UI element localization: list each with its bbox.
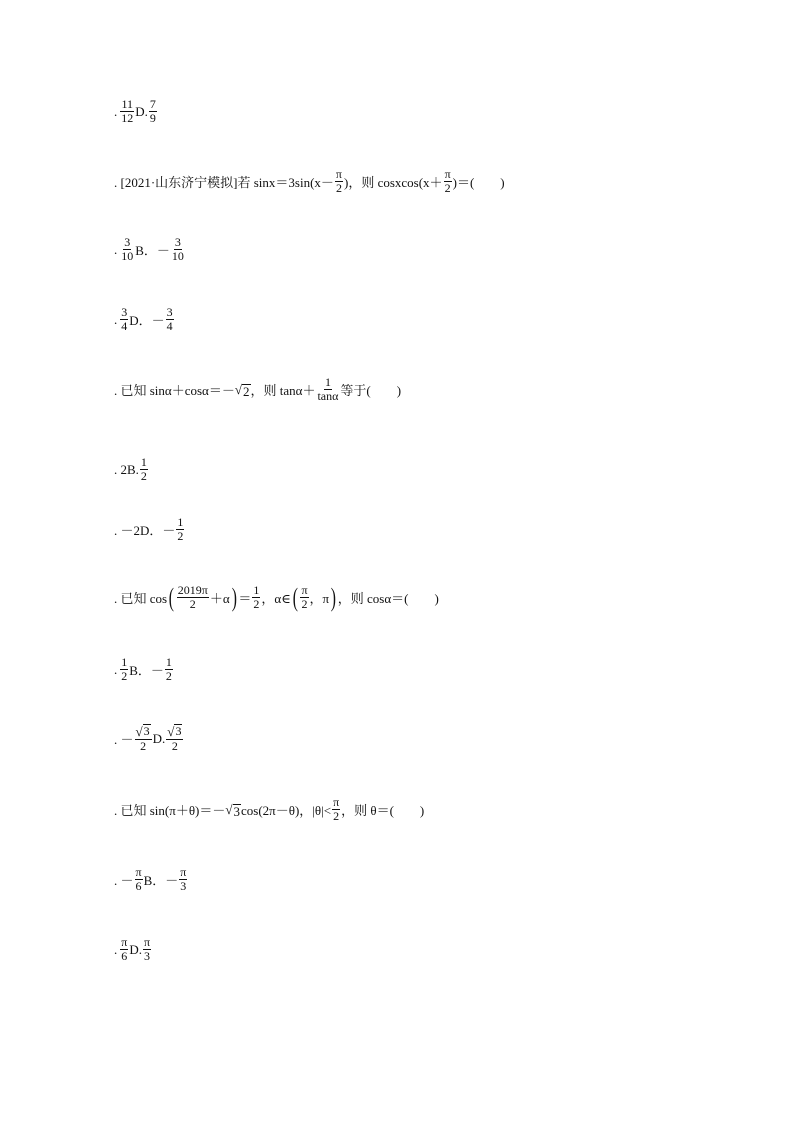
fraction: $\frac{3}{10}$	[121, 235, 134, 263]
fraction: $\frac{7}{9}$	[149, 97, 156, 125]
fraction: $\frac{\pi}{2}$	[335, 167, 342, 195]
fraction: √ 3 2	[135, 724, 150, 753]
square-root: √ 3	[225, 801, 241, 819]
fraction: $\frac{\pi}{3}$	[143, 935, 151, 963]
question-4: . 已知 cos ( $\frac{2019\pi}{2}$ ＋α ) ＝ $\frac{1}{2}$ ，α∈ ( $\frac{\pi}{2}$ ，π ) ，则 cosα＝( )	[114, 582, 439, 612]
fraction: $\frac{1}{2}$	[177, 515, 184, 543]
fraction: $\frac{1}{2}$	[121, 655, 128, 683]
fraction: $\frac{1}{2}$	[165, 655, 172, 683]
fraction: $\frac{3}{10}$	[171, 235, 184, 263]
fraction: √ 3 2	[167, 724, 182, 753]
options-row-4a: . $\frac{1}{2}$ B．－ $\frac{1}{2}$	[114, 655, 172, 683]
fraction: $\frac{\pi}{6}$	[135, 865, 142, 893]
options-row-2a: . $\frac{3}{10}$ B．－ $\frac{3}{10}$	[114, 235, 184, 263]
square-root: √ 2	[234, 381, 250, 399]
question-3: . 已知 sinα＋cosα＝－ √ 2 ，则 tanα＋ $\frac{1}{\tan\alpha}$ 等于( )	[114, 375, 402, 403]
options-row-3b: . －2D．－ $\frac{1}{2}$	[114, 515, 184, 543]
fraction: $\frac{3}{4}$	[121, 305, 128, 333]
fraction: $\frac{\pi}{2}$	[301, 583, 308, 611]
options-row-5a: . － $\frac{\pi}{6}$ B．－ $\frac{\pi}{3}$	[114, 865, 187, 893]
fraction: $\frac{\pi}{2}$	[333, 795, 340, 823]
question-2: . [2021·山东济宁模拟]若 sinx＝3sin(x－ $\frac{\pi}{2}$ )，则 cosxcos(x＋ $\frac{\pi}{2}$ )＝( )	[114, 167, 505, 195]
options-row-5b: . $\frac{\pi}{6}$ D. $\frac{\pi}{3}$	[114, 935, 151, 963]
fraction: $\frac{2019\pi}{2}$	[177, 583, 208, 611]
fraction: $\frac{\pi}{6}$	[121, 935, 128, 963]
fraction: $\frac{11}{12}$	[121, 97, 134, 125]
options-row-2b: . $\frac{3}{4}$ D．－ $\frac{3}{4}$	[114, 305, 173, 333]
options-row-4b: . － √ 3 2 D. √ 3 2	[114, 724, 182, 753]
question-5: . 已知 sin(π＋θ)＝－ √ 3 cos(2π－θ)，|θ|< $\frac{\pi}{2}$ ，则 θ＝( )	[114, 795, 425, 823]
options-row-3a: . 2B. $\frac{1}{2}$	[114, 455, 147, 483]
fraction: $\frac{\pi}{3}$	[180, 865, 187, 893]
fraction: $\frac{3}{4}$	[166, 305, 173, 333]
fraction: $\frac{1}{2}$	[253, 583, 260, 611]
fraction: $\frac{1}{\tan\alpha}$	[317, 375, 339, 403]
fraction: $\frac{\pi}{2}$	[444, 167, 451, 195]
options-row-1: . $\frac{11}{12}$ D. $\frac{7}{9}$	[114, 97, 156, 125]
fraction: $\frac{1}{2}$	[140, 455, 147, 483]
